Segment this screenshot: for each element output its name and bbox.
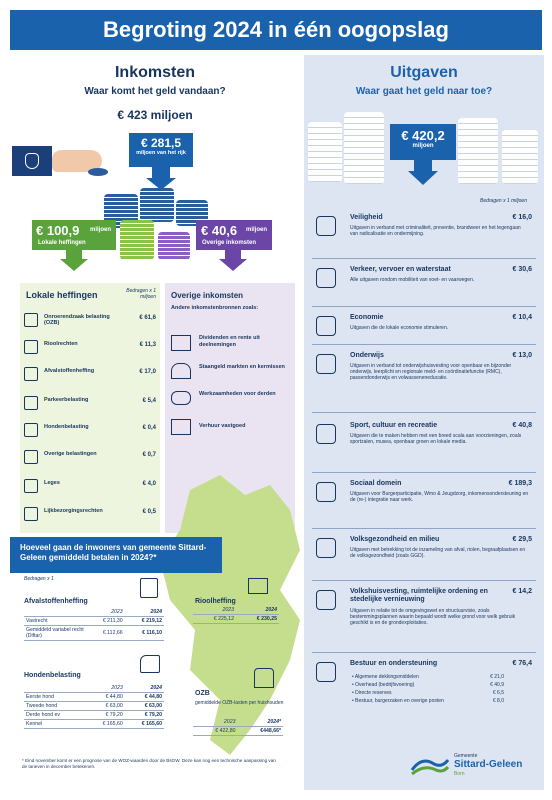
uitgaven-item-sport — [312, 422, 538, 472]
bin-icon — [24, 367, 38, 381]
overige-item: Verhuur vastgoed — [199, 423, 246, 429]
divider — [312, 528, 536, 529]
item-title: Sociaal domein — [350, 480, 402, 487]
lokaal-label: Lokale heffingen — [38, 240, 86, 246]
overige-item: Dividenden en rente uit deelnemingen — [199, 335, 260, 348]
family-icon — [316, 482, 336, 502]
lh-row — [24, 394, 158, 412]
overig-tag — [196, 220, 272, 250]
page-title: Begroting 2024 in één oogopslag — [10, 10, 542, 50]
year-header: 2023 — [86, 684, 125, 693]
uitgaven-item-volkshuisvesting — [312, 588, 538, 650]
overig-amount: € 40,6 — [201, 223, 238, 238]
logo-name: Sittard-Geleen — [454, 759, 523, 770]
lokaal-tag — [32, 220, 116, 250]
sub-label: Algemene dekkingsmiddelen — [354, 674, 419, 680]
overig-unit: miljoen — [246, 227, 268, 233]
divider — [312, 258, 536, 259]
tree-icon — [316, 424, 336, 444]
lh-row — [24, 365, 158, 383]
item-desc: Uitgaven in verband tot onderwijshuisvesting voor openbaar en bijzonder onderwijs, leerplicht en regionale meld- en coördinatiefunctie (RMC), passendonderwijs en volwasseneneducatie. — [350, 363, 512, 381]
overige-title: Overige inkomsten — [171, 291, 244, 300]
lokale-heffingen-title: Lokale heffingen — [26, 290, 98, 300]
item-title: Volksgezondheid en milieu — [350, 536, 440, 543]
rijk-tag — [129, 133, 193, 167]
year-header: 2023 — [193, 606, 236, 615]
value-2024: € 116,10 — [125, 626, 164, 641]
value-2023: € 165,60 — [86, 720, 125, 729]
gemeente-logo — [410, 748, 540, 782]
inwoners-title: Hoeveel gaan de inwoners van gemeente Sittard-Geleen gemiddeld betalen in 2024?* — [20, 543, 207, 562]
value-2024: € 219,12 — [125, 617, 164, 626]
uitgaven-item-onderwijs — [312, 352, 538, 408]
table-row — [24, 693, 164, 702]
overige-intro: Andere inkomstenbronnen zoals: — [171, 305, 259, 311]
lh-row — [24, 421, 158, 439]
row-label: Kennel — [24, 720, 86, 729]
lh-value: € 17,0 — [139, 369, 156, 375]
tent-icon — [171, 363, 191, 379]
passport-icon — [24, 479, 38, 493]
item-title: Sport, cultuur en recreatie — [350, 422, 438, 429]
logo-waves-icon — [410, 754, 450, 778]
lh-label: Afvalstoffenheffing — [44, 368, 95, 374]
row-label: Eerste hond — [24, 693, 86, 702]
table-row — [24, 711, 164, 720]
item-title: Bestuur en ondersteuning — [350, 660, 438, 667]
table-row — [24, 617, 164, 626]
arrow-head — [408, 171, 438, 185]
value-2023: € 63,00 — [86, 702, 125, 711]
logo-sub: Born — [454, 771, 465, 777]
sub-value: € 21,0 — [490, 674, 504, 680]
afval-table — [24, 608, 164, 641]
honden-title: Hondenbelasting — [24, 672, 81, 679]
dog-icon — [140, 655, 160, 673]
item-value: € 30,6 — [512, 266, 532, 273]
lh-value: € 0,4 — [142, 425, 156, 431]
divider — [312, 652, 536, 653]
table-row — [24, 720, 164, 729]
lh-label: Parkeerbelasting — [44, 397, 89, 403]
item-value: € 10,4 — [512, 314, 532, 321]
value-2024: €448,66* — [237, 727, 283, 736]
year-header: 2024 — [236, 606, 279, 615]
graduation-cap-icon — [316, 354, 336, 374]
riool-table — [193, 606, 279, 624]
item-value: € 14,2 — [512, 588, 532, 595]
inkomsten-total: € 423 miljoen — [117, 108, 193, 122]
road-icon — [316, 268, 336, 288]
arrow-head — [60, 259, 88, 271]
sub-value: € 40,9 — [490, 682, 504, 688]
list-item: • Algemene dekkingsmiddelen € 21,0 — [352, 674, 504, 680]
item-desc: Uitgaven in verband met criminaliteit, preventie, brandweer en het tegengaan van radicalisatie en ondermijning. — [350, 225, 521, 237]
item-value: € 189,3 — [508, 480, 532, 487]
item-title: Volkshuisvesting, ruimtelijke ordening en stedelijke vernieuwing — [350, 588, 488, 603]
item-value: € 76,4 — [512, 660, 532, 667]
value-2023: € 112,66 — [86, 626, 125, 641]
item-title: Verkeer, vervoer en waterstaat — [350, 266, 451, 273]
lh-value: € 61,6 — [139, 315, 156, 321]
lh-value: € 0,7 — [142, 452, 156, 458]
uitgaven-title: Uitgaven — [390, 64, 458, 81]
inwoners-note: Bedragen x 1 — [24, 576, 54, 582]
year-header: 2023 — [193, 718, 237, 727]
item-desc: Alle uitgaven rondom mobiliteit van voet- en vaarwegen. — [350, 277, 475, 283]
inkomsten-subtitle: Waar komt het geld vandaan? — [84, 86, 226, 97]
table-row — [193, 727, 283, 736]
sub-label: Overhead (bedrijfsvoering) — [355, 682, 415, 688]
overig-label: Overige inkomsten — [202, 240, 257, 246]
row-label: Vastrecht — [24, 617, 86, 626]
lh-row — [24, 477, 158, 495]
chart-icon — [171, 335, 191, 351]
inwoners-title-box — [10, 537, 222, 573]
value-2024: € 165,60 — [125, 720, 164, 729]
coin-icon — [88, 168, 108, 176]
lh-value: € 5,4 — [142, 398, 156, 404]
year-header: 2023 — [86, 608, 125, 617]
divider — [312, 412, 536, 413]
uitgaven-note: Bedragen x 1 miljoen — [480, 198, 527, 204]
coins-icon — [24, 450, 38, 464]
uitgaven-item-volksgezondheid — [312, 536, 538, 578]
overige-item: Staangeld markten en kermissen — [199, 364, 285, 370]
item-title: Veiligheid — [350, 214, 383, 221]
divider — [312, 306, 536, 307]
lh-row — [24, 338, 158, 356]
ozb-title: OZB — [195, 690, 210, 697]
sub-label: Directe reserves — [355, 690, 392, 696]
car-icon — [24, 396, 38, 410]
table-row — [24, 626, 164, 641]
rijk-amount: € 281,5 — [140, 136, 182, 150]
divider — [312, 580, 536, 581]
logo-top: Gemeente — [454, 753, 478, 759]
lh-row — [24, 311, 158, 329]
item-title: Economie — [350, 314, 384, 321]
gears-icon — [316, 316, 336, 336]
camera-icon — [316, 216, 336, 236]
lh-label: Leges — [44, 480, 60, 486]
item-value: € 13,0 — [512, 352, 532, 359]
lokaal-unit: miljoen — [90, 227, 112, 233]
arrow-head — [219, 259, 247, 271]
lh-value: € 11,3 — [139, 342, 156, 348]
honden-table — [24, 684, 164, 729]
value-2024: € 44,80 — [125, 693, 164, 702]
year-header: 2024 — [125, 608, 164, 617]
item-title: Onderwijs — [350, 352, 384, 359]
table-row — [24, 702, 164, 711]
afval-title: Afvalstoffenheffing — [24, 598, 88, 605]
lokale-heffingen-note: Bedragen x 1 miljoen — [126, 288, 156, 300]
lh-row — [24, 448, 158, 466]
lh-row — [24, 505, 158, 523]
uitgaven-unit: miljoen — [412, 143, 434, 149]
lokale-heffingen-box — [20, 283, 160, 533]
bestuur-sublist — [352, 674, 504, 706]
garbage-truck-icon — [316, 538, 336, 558]
crane-icon — [316, 590, 336, 610]
sub-value: € 8,0 — [492, 698, 504, 704]
divider — [312, 472, 536, 473]
item-desc: Uitgaven in relatie tot de omgevingswet en structuurvisie, zoals bestemmingsplannen waarin bepaald wordt welke grond voor welk gebruik geschikt is en de grondexploitaties. — [350, 608, 516, 626]
item-desc: Uitgaven die te maken hebben met een breed scala aan voorzieningen, zoals sportzalen, musea, openbaar groen en lokale media. — [350, 433, 522, 445]
value-2023: € 79,20 — [86, 711, 125, 720]
item-desc: Uitgaven met betrekking tot de inzameling van afval, riolen, begraafplaatsen en de volksgezondheid (zoals GGD). — [350, 547, 526, 559]
value-2024: € 79,20 — [125, 711, 164, 720]
list-item: • Bestuur, burgerzaken en overige posten € 8,0 — [352, 698, 504, 704]
handshake-icon — [171, 391, 191, 405]
uitgaven-tag — [390, 124, 456, 160]
value-2023: € 225,12 — [193, 615, 236, 624]
list-item: • Directe reserves € 6,5 — [352, 690, 504, 696]
inkomsten-title: Inkomsten — [114, 64, 195, 81]
item-value: € 16,0 — [512, 214, 532, 221]
lokaal-amount: € 100,9 — [36, 223, 80, 238]
year-header: 2024 — [125, 684, 164, 693]
gavel-icon — [316, 662, 336, 682]
row-label: Tweede hond — [24, 702, 86, 711]
lh-label: Lijkbezorgingsrechten — [44, 508, 103, 514]
lh-label: Overige belastingen — [44, 451, 97, 457]
divider — [312, 344, 536, 345]
house-icon — [254, 668, 274, 688]
value-2024: € 63,00 — [125, 702, 164, 711]
row-label: Derde hond ev — [24, 711, 86, 720]
uitgaven-amount: € 420,2 — [401, 128, 445, 143]
item-value: € 40,8 — [512, 422, 532, 429]
sub-value: € 6,5 — [492, 690, 504, 696]
uitgaven-subtitle: Waar gaat het geld naar toe? — [355, 86, 493, 97]
lh-value: € 0,5 — [142, 509, 156, 515]
building-icon — [171, 419, 191, 435]
row-label: Gemiddeld variabel recht (Diftar) — [24, 626, 86, 641]
value-2023: € 422,80 — [193, 727, 237, 736]
uitgaven-item-verkeer — [312, 266, 538, 302]
riool-title: Rioolheffing — [195, 598, 236, 605]
item-desc: Uitgaven die de lokale economie stimuleren. — [350, 325, 449, 331]
overige-item: Werkzaamheden voor derden — [199, 391, 276, 397]
lh-label: Hondenbelasting — [44, 424, 89, 430]
ozb-table — [193, 718, 283, 736]
pipe-icon — [24, 340, 38, 354]
year-header: 2024* — [237, 718, 283, 727]
table-row — [193, 615, 279, 624]
list-item: • Overhead (bedrijfsvoering) € 40,9 — [352, 682, 504, 688]
lh-value: € 4,0 — [142, 481, 156, 487]
uitgaven-item-sociaal — [312, 480, 538, 524]
rijk-logo-icon — [12, 146, 52, 176]
value-2023: € 44,80 — [86, 693, 125, 702]
ozb-sub: gemiddelde OZB-lasten per huishouden — [195, 700, 284, 706]
item-desc: Uitgaven voor Burgerparticipatie, Wmo & Jeugdzorg, inkomensondersteuning en de (re-) integratie naar werk. — [350, 491, 529, 503]
bin-icon — [140, 578, 158, 598]
uitgaven-item-economie — [312, 314, 538, 344]
pipe-icon — [248, 578, 268, 594]
rijk-label: miljoen van het rijk — [136, 150, 186, 156]
lh-label: Onroerendzaak belasting (OZB) — [44, 314, 110, 326]
dog-icon — [24, 423, 38, 437]
item-value: € 29,5 — [512, 536, 532, 543]
value-2024: € 230,25 — [236, 615, 279, 624]
urn-icon — [24, 507, 38, 521]
value-2023: € 211,30 — [86, 617, 125, 626]
lh-label: Rioolrechten — [44, 341, 78, 347]
uitgaven-item-veiligheid — [312, 214, 538, 254]
house-icon — [24, 313, 38, 327]
footnote: * Eind november komt er een prognose van de WOZ-waarden door de BsGW. Deze kan nog een technische aanpassing van de tarieven in december betekenen. — [22, 758, 276, 769]
sub-label: Bestuur, burgerzaken en overige posten — [355, 698, 444, 704]
